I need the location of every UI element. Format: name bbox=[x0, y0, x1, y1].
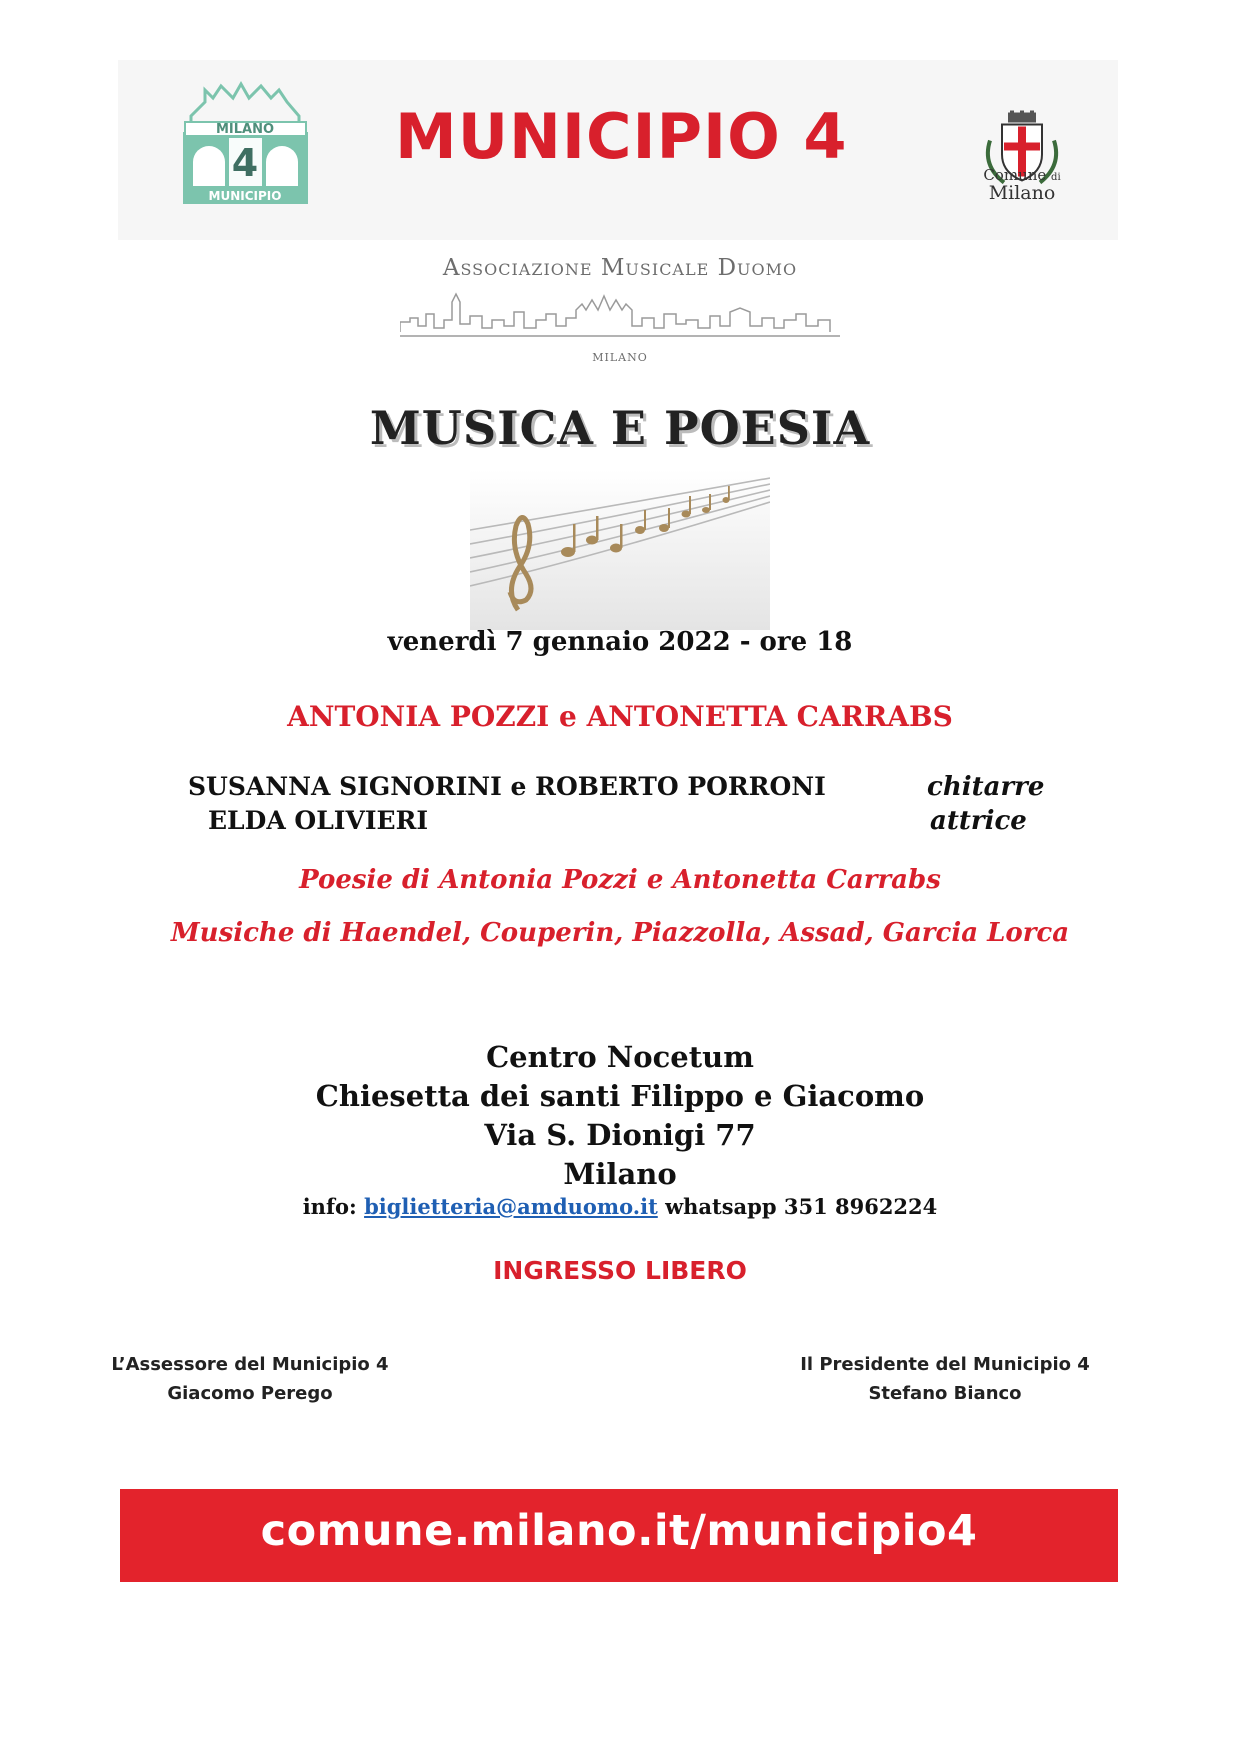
comune-city: Milano bbox=[988, 182, 1056, 204]
info-label: info: bbox=[302, 1194, 357, 1219]
performer-name: ELDA OLIVIERI bbox=[208, 806, 429, 835]
email-link[interactable]: biglietteria@amduomo.it bbox=[364, 1194, 658, 1219]
footer-url[interactable]: comune.milano.it/municipio4 bbox=[260, 1506, 978, 1556]
whatsapp-number: whatsapp 351 8962224 bbox=[665, 1194, 938, 1219]
municipio-title: MUNICIPIO 4 bbox=[395, 100, 848, 173]
signature-left-name: Giacomo Perego bbox=[167, 1383, 333, 1404]
signature-right-name: Stefano Bianco bbox=[868, 1383, 1022, 1404]
left-logo-line2: MUNICIPIO bbox=[208, 189, 282, 203]
left-logo-line1: MILANO bbox=[215, 122, 275, 137]
event-poems: Poesie di Antonia Pozzi e Antonetta Carrabs bbox=[299, 865, 941, 895]
association-name: Associazione Musicale Duomo bbox=[442, 255, 798, 281]
venue-name: Centro Nocetum bbox=[486, 1040, 754, 1074]
performer-role: attrice bbox=[930, 806, 1027, 836]
left-logo-number: 4 bbox=[231, 141, 259, 185]
association-city: MILANO bbox=[592, 351, 648, 364]
comune-di-word: di bbox=[1051, 172, 1061, 183]
municipio-4-logo-icon bbox=[183, 76, 308, 204]
performer-role: chitarre bbox=[927, 772, 1045, 802]
comune-di-milano bbox=[962, 166, 1082, 204]
music-staff-notes-icon bbox=[470, 470, 770, 630]
comune-word: Comune bbox=[983, 166, 1047, 184]
performer-name: SUSANNA SIGNORINI e ROBERTO PORRONI bbox=[188, 772, 826, 801]
info-line bbox=[150, 1194, 1090, 1219]
event-date: venerdì 7 gennaio 2022 - ore 18 bbox=[387, 627, 853, 657]
venue-church: Chiesetta dei santi Filippo e Giacomo bbox=[315, 1079, 925, 1113]
event-title: MUSICA E POESIA bbox=[369, 401, 871, 455]
venue-block bbox=[150, 1038, 1090, 1194]
milan-skyline-icon bbox=[400, 290, 840, 340]
signature-right-role: Il Presidente del Municipio 4 bbox=[800, 1354, 1090, 1375]
entry-notice: INGRESSO LIBERO bbox=[493, 1256, 747, 1285]
signature-left-role: L’Assessore del Municipio 4 bbox=[111, 1354, 389, 1375]
signature-left bbox=[100, 1350, 400, 1408]
venue-address: Via S. Dionigi 77 bbox=[484, 1118, 756, 1152]
event-headliner: ANTONIA POZZI e ANTONETTA CARRABS bbox=[287, 700, 953, 733]
signature-right bbox=[780, 1350, 1110, 1408]
venue-city: Milano bbox=[563, 1157, 677, 1191]
event-music: Musiche di Haendel, Couperin, Piazzolla, Assad, Garcia Lorca bbox=[170, 918, 1070, 948]
